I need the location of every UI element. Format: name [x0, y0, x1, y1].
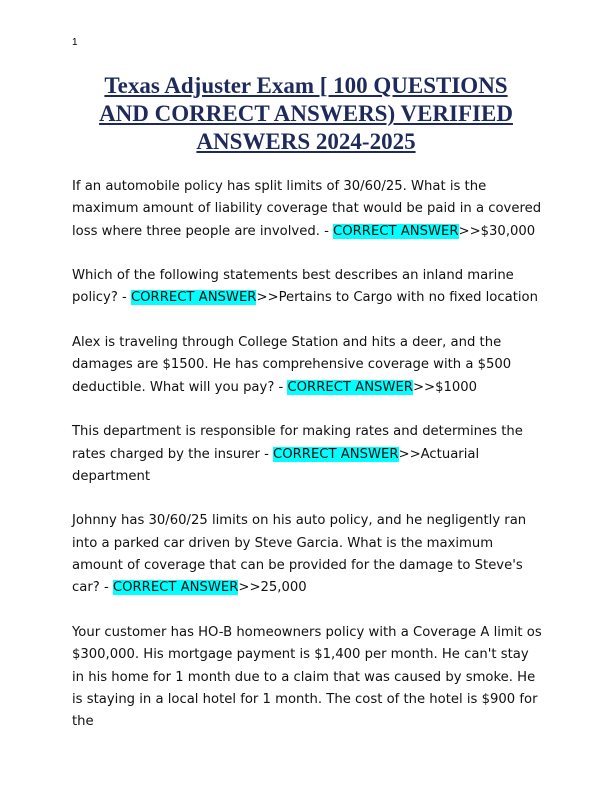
correct-answer-marker: CORRECT ANSWER: [273, 446, 399, 462]
correct-answer-marker: CORRECT ANSWER: [333, 223, 459, 239]
question-text: Alex is traveling through College Station and hits a deer, and the damages are $1500. He has comprehensive coverage with a $500 deductible. What will you pay? -: [72, 335, 512, 395]
correct-answer-marker: CORRECT ANSWER: [130, 290, 257, 306]
question-item: [72, 510, 542, 599]
answer-text: >>Pertains to Cargo with no fixed location: [256, 290, 538, 306]
correct-answer-marker: CORRECT ANSWER: [112, 580, 239, 596]
page-number: 1: [72, 37, 78, 48]
question-text: If an automobile policy has split limits of 30/60/25. What is the maximum amount of liability coverage that would be paid in a covered loss where three people are involved. -: [72, 179, 542, 239]
question-text: Your customer has HO-B homeowners policy with a Coverage A limit os $300,000. His mortgage payment is $1,400 per month. He can't stay in his home for 1 month due to a claim that was caused by smoke. He is staying in a local hotel for 1 month. The cost of the hotel is $900 for the: [72, 624, 542, 730]
title-line-2: AND CORRECT ANSWERS) VERIFIED: [99, 101, 513, 126]
question-list: [72, 176, 542, 756]
title-line-3: ANSWERS 2024-2025: [196, 129, 416, 154]
question-text: Johnny has 30/60/25 limits on his auto policy, and he negligently ran into a parked car driven by Steve Garcia. What is the maximum amount of coverage that can be provided for the damage to Steve's car? -: [72, 513, 527, 596]
question-item: [72, 332, 542, 399]
answer-text: >>$1000: [412, 379, 478, 395]
question-item: [72, 176, 542, 243]
question-text: This department is responsible for making rates and determines the rates charged by the insurer -: [72, 424, 523, 462]
question-item: [72, 265, 542, 310]
question-item: [72, 622, 542, 733]
document-title: [72, 72, 540, 156]
answer-text: >>$30,000: [458, 223, 536, 239]
question-item: [72, 421, 542, 488]
question-text: Which of the following statements best describes an inland marine policy? -: [72, 268, 514, 306]
answer-text: >>25,000: [238, 580, 307, 596]
title-line-1: Texas Adjuster Exam [ 100 QUESTIONS: [104, 73, 508, 98]
correct-answer-marker: CORRECT ANSWER: [287, 379, 413, 395]
answer-text: >>Actuarial department: [72, 446, 480, 484]
